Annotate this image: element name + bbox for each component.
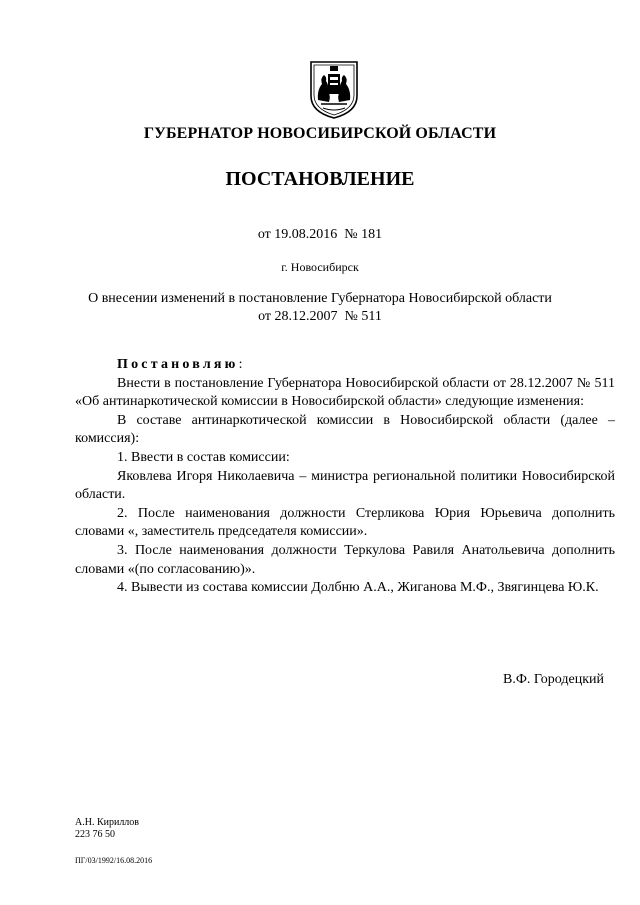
paragraph-composition: В составе антинаркотической комиссии в Новосибирской области (далее – комиссия):	[75, 412, 615, 447]
decree-word: Постановляю	[117, 357, 239, 372]
coat-of-arms-icon	[307, 60, 361, 120]
executor-name: А.Н. Кириллов	[75, 817, 140, 828]
subject-line-2: от 28.12.2007 № 511	[258, 309, 382, 324]
document-body	[75, 356, 615, 598]
authority-title: ГУБЕРНАТОР НОВОСИБИРСКОЙ ОБЛАСТИ	[143, 125, 497, 142]
paragraph-intro: Внести в постановление Губернатора Новосибирской области от 28.12.2007 № 511 «Об антинаркотической комиссии в Новосибирской области» следующие изменения:	[75, 375, 615, 410]
subject-line-1: О внесении изменений в постановление Губернатора Новосибирской области	[88, 291, 552, 306]
paragraph-item-2: 2. После наименования должности Стерликова Юрия Юрьевича дополнить словами «, заместитель председателя комиссии».	[75, 505, 615, 540]
paragraph-item-1: 1. Ввести в состав комиссии:	[117, 449, 290, 465]
document-dateline: от 19.08.2016 № 181	[257, 227, 383, 242]
paragraph-item-3: 3. После наименования должности Теркулова Равиля Анатольевича дополнить словами «(по согласованию)».	[75, 542, 615, 577]
document-city: г. Новосибирск	[281, 260, 359, 274]
decree-colon: :	[238, 357, 243, 372]
document-code: ПГ/03/1992/16.08.2016	[75, 856, 153, 865]
decree-heading	[75, 356, 615, 375]
signature: В.Ф. Городецкий	[503, 672, 604, 687]
executor-phone: 223 76 50	[75, 829, 115, 840]
paragraph-item-1-person: Яковлева Игоря Николаевича – министра региональной политики Новосибирской области.	[75, 468, 615, 503]
document-type: ПОСТАНОВЛЕНИЕ	[225, 168, 415, 190]
document-subject	[0, 290, 640, 326]
paragraph-item-4: 4. Вывести из состава комиссии Долбню А.А., Жиганова М.Ф., Звягинцева Ю.К.	[117, 580, 599, 596]
